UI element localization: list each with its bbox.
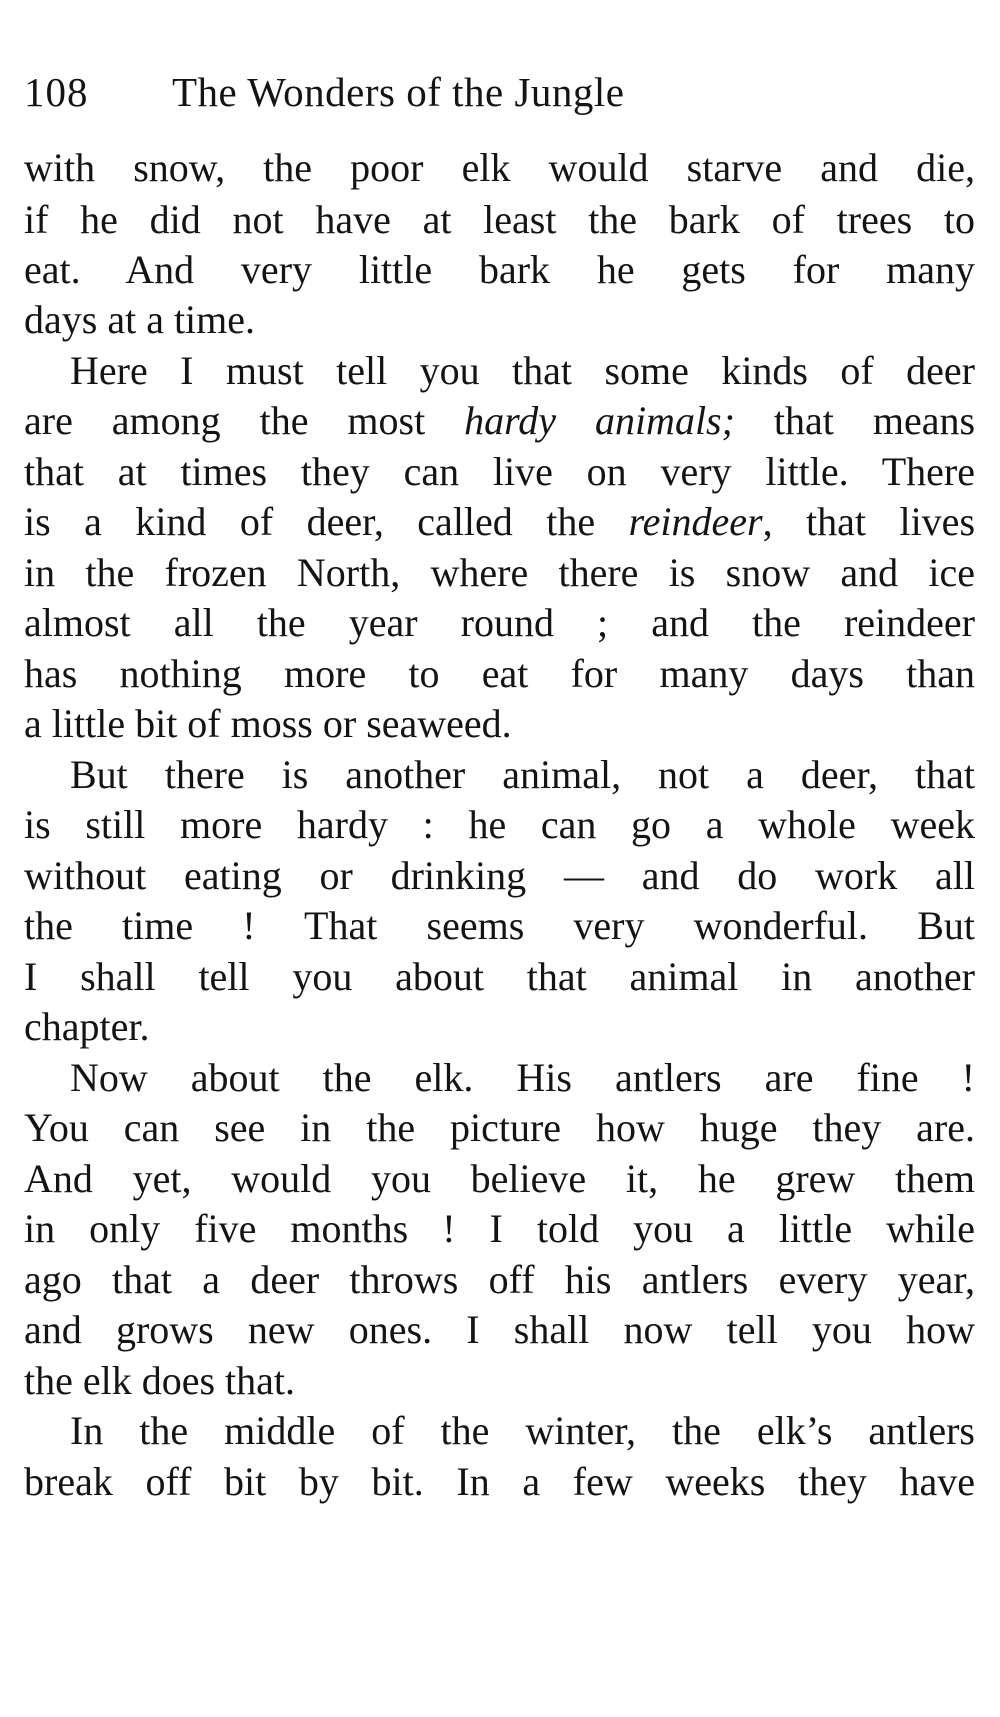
- text-line: [24, 242, 975, 297]
- text-line: [24, 595, 975, 650]
- text-segment: eat. And very little bark he gets for many: [24, 247, 975, 292]
- text-segment: that at times they can live on very little. There: [24, 449, 975, 494]
- text-segment: is a kind of deer, called the: [24, 499, 629, 544]
- text-segment: I shall tell you about that animal in another: [24, 954, 975, 999]
- text-segment: And yet, would you believe it, he grew them: [24, 1156, 975, 1201]
- text-line: [24, 1252, 975, 1307]
- text-line: [70, 747, 975, 802]
- text-segment: without eating or drinking — and do work all: [24, 853, 975, 898]
- text-segment: You can see in the picture how huge they are.: [24, 1105, 975, 1150]
- italic-term: reindeer: [628, 499, 763, 544]
- text-segment: , that lives: [762, 499, 976, 544]
- text-line: [24, 1353, 704, 1408]
- body-text: [0, 130, 1000, 1700]
- text-line: [24, 1151, 975, 1206]
- text-line: [24, 949, 975, 1004]
- text-segment: that means: [734, 398, 976, 443]
- text-line: [24, 292, 704, 347]
- text-line: [24, 1100, 975, 1155]
- text-segment: is still more hardy : he can go a whole week: [24, 802, 975, 847]
- text-line: [24, 192, 975, 247]
- text-line: [24, 898, 975, 953]
- text-segment: In the middle of the winter, the elk’s antlers: [70, 1408, 975, 1453]
- text-line: [24, 494, 975, 549]
- text-segment: days at a time.: [24, 297, 256, 342]
- page-number: 108: [24, 69, 89, 115]
- text-segment: chapter.: [24, 1004, 150, 1049]
- text-segment: in the frozen North, where there is snow and ice: [24, 550, 975, 595]
- text-line: [24, 646, 975, 701]
- text-line: [24, 696, 975, 751]
- text-segment: break off bit by bit. In a few weeks they have: [24, 1459, 975, 1504]
- text-segment: ago that a deer throws off his antlers every year,: [24, 1257, 975, 1302]
- text-line: [70, 1050, 975, 1105]
- text-segment: the elk does that.: [24, 1358, 296, 1403]
- text-segment: in only five months ! I told you a little while: [24, 1206, 975, 1251]
- text-line: [24, 797, 975, 852]
- text-segment: and grows new ones. I shall now tell you how: [24, 1307, 975, 1352]
- text-line: [24, 545, 975, 600]
- text-line: [70, 1403, 975, 1458]
- text-segment: almost all the year round ; and the reindeer: [24, 600, 975, 645]
- running-title: The Wonders of the Jungle: [172, 69, 625, 115]
- text-segment: Now about the elk. His antlers are fine !: [70, 1055, 975, 1100]
- text-segment: are among the most: [24, 398, 465, 443]
- text-line: [24, 444, 975, 499]
- text-line: [24, 140, 975, 195]
- text-segment: a little bit of moss or seaweed.: [24, 701, 512, 746]
- italic-term: hardy animals;: [464, 398, 735, 443]
- text-line: [24, 393, 975, 448]
- text-segment: if he did not have at least the bark of trees to: [24, 197, 975, 242]
- text-line: [24, 1454, 975, 1509]
- text-segment: Here I must tell you that some kinds of deer: [70, 348, 975, 393]
- text-segment: the time ! That seems very wonderful. But: [24, 903, 975, 948]
- text-segment: But there is another animal, not a deer, that: [70, 752, 975, 797]
- text-line: [70, 343, 975, 398]
- text-line: [24, 848, 975, 903]
- text-line: [24, 1201, 975, 1256]
- text-segment: with snow, the poor elk would starve and die,: [24, 145, 975, 190]
- text-segment: has nothing more to eat for many days than: [24, 651, 975, 696]
- text-line: [24, 999, 704, 1054]
- running-header: [24, 62, 944, 122]
- text-line: [24, 1302, 975, 1357]
